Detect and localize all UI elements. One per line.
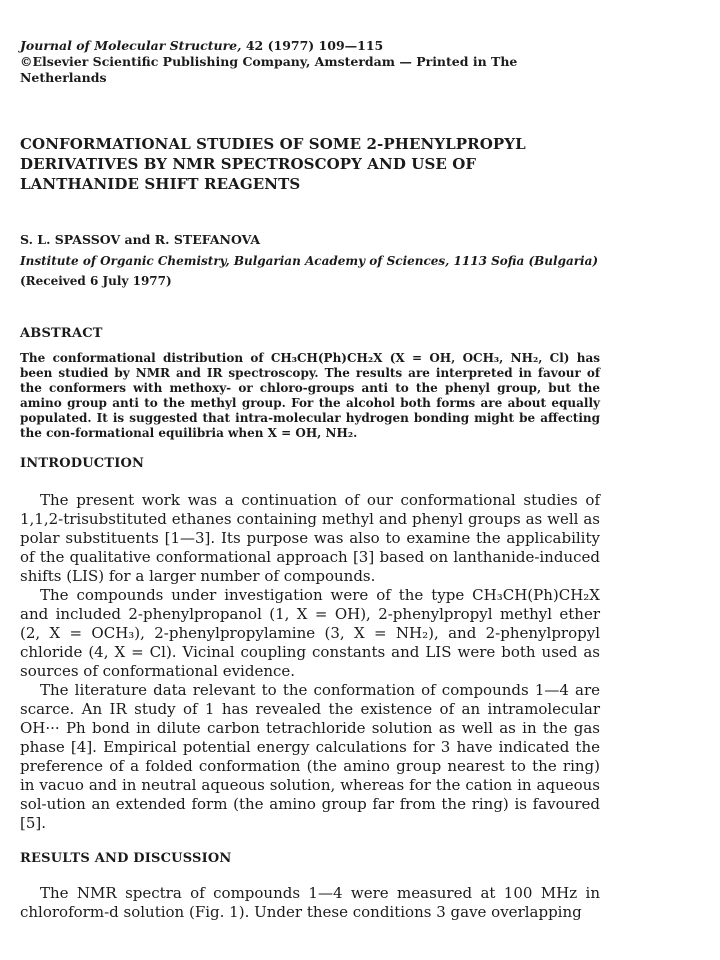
abstract-text: The conformational distribution of CH₃CH(Ph)CH₂X (X = OH, OCH₃, NH₂, Cl) has been studied by NMR and IR spectroscopy. The results are interpreted in favour of the conformers with methoxy- or chloro-groups anti to the phenyl group, but the amino group anti to the methyl group. For the alcohol both forms are about equally populated. It is suggested that intra-molecular hydrogen bonding might be affecting the con-formational equilibria when X = OH, NH₂. (20, 351, 600, 440)
introduction-heading: INTRODUCTION (20, 456, 145, 471)
affiliation: Institute of Organic Chemistry, Bulgarian Academy of Sciences, 1113 Sofia (Bulgaria) (20, 254, 599, 268)
intro-paragraph: The literature data relevant to the conformation of compounds 1—4 are scarce. An IR study of 1 has revealed the existence of an intramolecular OH··· Ph bond in dilute carbon tetrachloride solution as well as in the gas phase [4]. Empirical potential energy calculations for 3 have indicated the preference of a folded conformation (the amino group nearest to the ring) in vacuo and in neutral aqueous solution, whereas for the cation in aqueous sol-ution an extended form (the amino group far from the ring) is favoured [5]. (20, 681, 600, 832)
journal-citation: 42 (1977) 109—115 (241, 38, 384, 53)
results-body (20, 884, 600, 922)
publisher-line: ©Elsevier Scientific Publishing Company, Amsterdam — Printed in The Netherlands (20, 54, 518, 85)
article-title: CONFORMATIONAL STUDIES OF SOME 2-PHENYLPROPYL DERIVATIVES BY NMR SPECTROSCOPY AND USE OF LANTHANIDE SHIFT REAGENTS (20, 135, 526, 193)
journal-header (20, 38, 600, 86)
intro-paragraph: The present work was a continuation of our conformational studies of 1,1,2-trisubstituted ethanes containing methyl and phenyl groups as well as polar substituents [1—3]. Its purpose was also to examine the applicability of the qualitative conformational approach [3] based on lanthanide-induced shifts (LIS) for a larger number of compounds. (20, 491, 600, 585)
journal-citation-line (20, 38, 600, 54)
journal-name: Journal of Molecular Structure, (20, 38, 242, 53)
received-date: (Received 6 July 1977) (20, 274, 172, 288)
paper-page (20, 38, 600, 922)
introduction-body (20, 491, 600, 833)
authors: S. L. SPASSOV and R. STEFANOVA (20, 232, 261, 247)
results-paragraph: The NMR spectra of compounds 1—4 were measured at 100 MHz in chloroform-d solution (Fig. 1). Under these conditions 3 gave overlapping (20, 884, 600, 921)
intro-paragraph: The compounds under investigation were of the type CH₃CH(Ph)CH₂X and included 2-phenylpropanol (1, X = OH), 2-phenylpropyl methyl ether (2, X = OCH₃), 2-phenylpropylamine (3, X = NH₂), and 2-phenylpropyl chloride (4, X = Cl). Vicinal coupling constants and LIS were both used as sources of conformational evidence. (20, 586, 600, 680)
abstract-heading: ABSTRACT (20, 326, 103, 341)
results-heading: RESULTS AND DISCUSSION (20, 851, 232, 866)
